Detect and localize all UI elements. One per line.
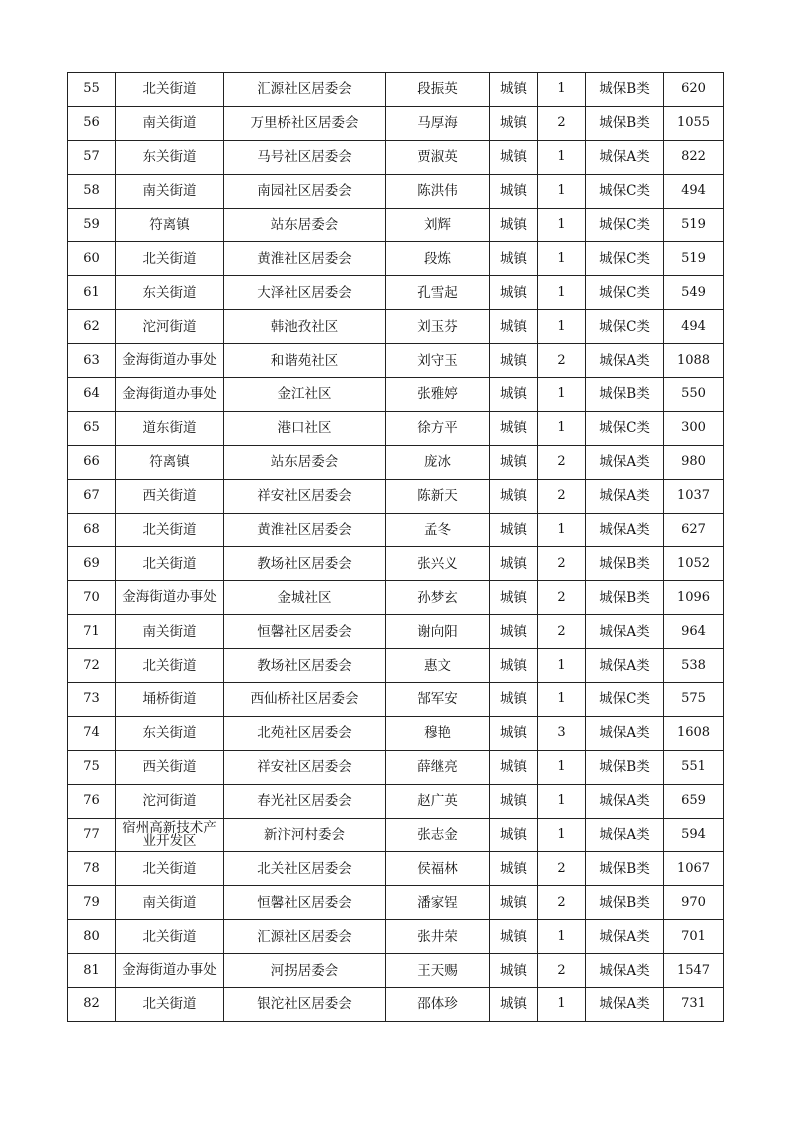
household-count-cell: 1 bbox=[538, 649, 586, 683]
table-row bbox=[68, 73, 724, 107]
row-number-cell: 65 bbox=[68, 411, 116, 445]
category-cell: 城保C类 bbox=[586, 174, 664, 208]
area-type-cell: 城镇 bbox=[490, 513, 538, 547]
street-cell: 南关街道 bbox=[116, 106, 224, 140]
category-cell: 城保A类 bbox=[586, 344, 664, 378]
category-cell: 城保A类 bbox=[586, 784, 664, 818]
name-cell: 赵广英 bbox=[386, 784, 490, 818]
amount-cell: 538 bbox=[664, 649, 724, 683]
row-number-cell: 78 bbox=[68, 852, 116, 886]
row-number-cell: 81 bbox=[68, 954, 116, 988]
street-cell: 东关街道 bbox=[116, 276, 224, 310]
community-cell: 万里桥社区居委会 bbox=[224, 106, 386, 140]
street-cell: 北关街道 bbox=[116, 547, 224, 581]
name-cell: 刘守玉 bbox=[386, 344, 490, 378]
street-cell: 北关街道 bbox=[116, 920, 224, 954]
household-count-cell: 2 bbox=[538, 615, 586, 649]
name-cell: 惠文 bbox=[386, 649, 490, 683]
table-row bbox=[68, 106, 724, 140]
area-type-cell: 城镇 bbox=[490, 344, 538, 378]
category-cell: 城保B类 bbox=[586, 852, 664, 886]
row-number-cell: 55 bbox=[68, 73, 116, 107]
household-count-cell: 2 bbox=[538, 954, 586, 988]
name-cell: 潘家锃 bbox=[386, 886, 490, 920]
community-cell: 春光社区居委会 bbox=[224, 784, 386, 818]
area-type-cell: 城镇 bbox=[490, 276, 538, 310]
household-count-cell: 2 bbox=[538, 547, 586, 581]
name-cell: 张志金 bbox=[386, 818, 490, 852]
community-cell: 和谐苑社区 bbox=[224, 344, 386, 378]
street-cell: 宿州高新技术产业开发区 bbox=[116, 818, 224, 852]
category-cell: 城保B类 bbox=[586, 106, 664, 140]
street-cell: 金海街道办事处 bbox=[116, 954, 224, 988]
category-cell: 城保A类 bbox=[586, 988, 664, 1022]
table-row bbox=[68, 615, 724, 649]
row-number-cell: 59 bbox=[68, 208, 116, 242]
category-cell: 城保A类 bbox=[586, 445, 664, 479]
category-cell: 城保C类 bbox=[586, 208, 664, 242]
category-cell: 城保A类 bbox=[586, 716, 664, 750]
street-cell: 北关街道 bbox=[116, 852, 224, 886]
amount-cell: 1037 bbox=[664, 479, 724, 513]
row-number-cell: 67 bbox=[68, 479, 116, 513]
community-cell: 韩池孜社区 bbox=[224, 310, 386, 344]
amount-cell: 494 bbox=[664, 174, 724, 208]
table-row bbox=[68, 547, 724, 581]
table-body bbox=[68, 73, 724, 1022]
community-cell: 黄淮社区居委会 bbox=[224, 513, 386, 547]
community-cell: 马号社区居委会 bbox=[224, 140, 386, 174]
row-number-cell: 76 bbox=[68, 784, 116, 818]
row-number-cell: 74 bbox=[68, 716, 116, 750]
amount-cell: 519 bbox=[664, 208, 724, 242]
category-cell: 城保A类 bbox=[586, 920, 664, 954]
amount-cell: 551 bbox=[664, 750, 724, 784]
area-type-cell: 城镇 bbox=[490, 954, 538, 988]
amount-cell: 549 bbox=[664, 276, 724, 310]
row-number-cell: 82 bbox=[68, 988, 116, 1022]
amount-cell: 1088 bbox=[664, 344, 724, 378]
household-count-cell: 2 bbox=[538, 479, 586, 513]
name-cell: 段炼 bbox=[386, 242, 490, 276]
area-type-cell: 城镇 bbox=[490, 174, 538, 208]
amount-cell: 1608 bbox=[664, 716, 724, 750]
community-cell: 银沱社区居委会 bbox=[224, 988, 386, 1022]
community-cell: 港口社区 bbox=[224, 411, 386, 445]
table-row bbox=[68, 140, 724, 174]
household-count-cell: 1 bbox=[538, 411, 586, 445]
community-cell: 站东居委会 bbox=[224, 208, 386, 242]
street-cell: 东关街道 bbox=[116, 140, 224, 174]
table-row bbox=[68, 445, 724, 479]
name-cell: 穆艳 bbox=[386, 716, 490, 750]
household-count-cell: 1 bbox=[538, 920, 586, 954]
community-cell: 祥安社区居委会 bbox=[224, 479, 386, 513]
area-type-cell: 城镇 bbox=[490, 73, 538, 107]
category-cell: 城保C类 bbox=[586, 411, 664, 445]
area-type-cell: 城镇 bbox=[490, 920, 538, 954]
household-count-cell: 1 bbox=[538, 174, 586, 208]
table-row bbox=[68, 208, 724, 242]
name-cell: 谢向阳 bbox=[386, 615, 490, 649]
name-cell: 邵体珍 bbox=[386, 988, 490, 1022]
amount-cell: 964 bbox=[664, 615, 724, 649]
table-row bbox=[68, 513, 724, 547]
amount-cell: 980 bbox=[664, 445, 724, 479]
area-type-cell: 城镇 bbox=[490, 140, 538, 174]
street-cell: 北关街道 bbox=[116, 242, 224, 276]
category-cell: 城保B类 bbox=[586, 73, 664, 107]
table-row bbox=[68, 174, 724, 208]
street-cell: 南关街道 bbox=[116, 886, 224, 920]
area-type-cell: 城镇 bbox=[490, 106, 538, 140]
household-count-cell: 1 bbox=[538, 750, 586, 784]
table-row bbox=[68, 581, 724, 615]
community-cell: 教场社区居委会 bbox=[224, 547, 386, 581]
household-count-cell: 2 bbox=[538, 581, 586, 615]
street-cell: 沱河街道 bbox=[116, 784, 224, 818]
table-row bbox=[68, 310, 724, 344]
area-type-cell: 城镇 bbox=[490, 581, 538, 615]
community-cell: 西仙桥社区居委会 bbox=[224, 683, 386, 717]
street-cell: 埇桥街道 bbox=[116, 683, 224, 717]
street-cell: 西关街道 bbox=[116, 479, 224, 513]
household-count-cell: 1 bbox=[538, 276, 586, 310]
row-number-cell: 56 bbox=[68, 106, 116, 140]
name-cell: 刘玉芬 bbox=[386, 310, 490, 344]
category-cell: 城保A类 bbox=[586, 818, 664, 852]
amount-cell: 822 bbox=[664, 140, 724, 174]
table-row bbox=[68, 242, 724, 276]
table-row bbox=[68, 852, 724, 886]
category-cell: 城保A类 bbox=[586, 649, 664, 683]
row-number-cell: 79 bbox=[68, 886, 116, 920]
community-cell: 北苑社区居委会 bbox=[224, 716, 386, 750]
beneficiary-table bbox=[67, 72, 724, 1022]
category-cell: 城保B类 bbox=[586, 581, 664, 615]
row-number-cell: 73 bbox=[68, 683, 116, 717]
amount-cell: 1055 bbox=[664, 106, 724, 140]
table-row bbox=[68, 344, 724, 378]
name-cell: 侯福林 bbox=[386, 852, 490, 886]
community-cell: 恒馨社区居委会 bbox=[224, 886, 386, 920]
household-count-cell: 1 bbox=[538, 310, 586, 344]
street-cell: 金海街道办事处 bbox=[116, 378, 224, 412]
street-cell: 东关街道 bbox=[116, 716, 224, 750]
street-cell: 南关街道 bbox=[116, 615, 224, 649]
household-count-cell: 1 bbox=[538, 242, 586, 276]
area-type-cell: 城镇 bbox=[490, 479, 538, 513]
area-type-cell: 城镇 bbox=[490, 716, 538, 750]
table-row bbox=[68, 276, 724, 310]
area-type-cell: 城镇 bbox=[490, 615, 538, 649]
name-cell: 贾淑英 bbox=[386, 140, 490, 174]
row-number-cell: 75 bbox=[68, 750, 116, 784]
amount-cell: 494 bbox=[664, 310, 724, 344]
area-type-cell: 城镇 bbox=[490, 445, 538, 479]
name-cell: 马厚海 bbox=[386, 106, 490, 140]
name-cell: 张兴义 bbox=[386, 547, 490, 581]
category-cell: 城保C类 bbox=[586, 242, 664, 276]
amount-cell: 519 bbox=[664, 242, 724, 276]
community-cell: 站东居委会 bbox=[224, 445, 386, 479]
name-cell: 庞冰 bbox=[386, 445, 490, 479]
community-cell: 汇源社区居委会 bbox=[224, 920, 386, 954]
name-cell: 陈新天 bbox=[386, 479, 490, 513]
amount-cell: 627 bbox=[664, 513, 724, 547]
category-cell: 城保C类 bbox=[586, 683, 664, 717]
community-cell: 金江社区 bbox=[224, 378, 386, 412]
table-row bbox=[68, 818, 724, 852]
household-count-cell: 1 bbox=[538, 140, 586, 174]
area-type-cell: 城镇 bbox=[490, 378, 538, 412]
community-cell: 金城社区 bbox=[224, 581, 386, 615]
street-cell: 金海街道办事处 bbox=[116, 581, 224, 615]
name-cell: 张井荣 bbox=[386, 920, 490, 954]
category-cell: 城保B类 bbox=[586, 886, 664, 920]
community-cell: 大泽社区居委会 bbox=[224, 276, 386, 310]
name-cell: 郜军安 bbox=[386, 683, 490, 717]
row-number-cell: 70 bbox=[68, 581, 116, 615]
street-cell: 南关街道 bbox=[116, 174, 224, 208]
row-number-cell: 57 bbox=[68, 140, 116, 174]
community-cell: 恒馨社区居委会 bbox=[224, 615, 386, 649]
area-type-cell: 城镇 bbox=[490, 750, 538, 784]
row-number-cell: 64 bbox=[68, 378, 116, 412]
community-cell: 教场社区居委会 bbox=[224, 649, 386, 683]
household-count-cell: 1 bbox=[538, 378, 586, 412]
name-cell: 孙梦玄 bbox=[386, 581, 490, 615]
household-count-cell: 1 bbox=[538, 73, 586, 107]
table-row bbox=[68, 750, 724, 784]
table-row bbox=[68, 411, 724, 445]
area-type-cell: 城镇 bbox=[490, 988, 538, 1022]
row-number-cell: 66 bbox=[68, 445, 116, 479]
household-count-cell: 2 bbox=[538, 445, 586, 479]
household-count-cell: 1 bbox=[538, 988, 586, 1022]
community-cell: 河拐居委会 bbox=[224, 954, 386, 988]
area-type-cell: 城镇 bbox=[490, 411, 538, 445]
table-row bbox=[68, 479, 724, 513]
street-cell: 北关街道 bbox=[116, 988, 224, 1022]
name-cell: 王天赐 bbox=[386, 954, 490, 988]
table-row bbox=[68, 886, 724, 920]
street-cell: 北关街道 bbox=[116, 513, 224, 547]
community-cell: 黄淮社区居委会 bbox=[224, 242, 386, 276]
table-row bbox=[68, 683, 724, 717]
street-cell: 符离镇 bbox=[116, 208, 224, 242]
community-cell: 南园社区居委会 bbox=[224, 174, 386, 208]
street-cell: 金海街道办事处 bbox=[116, 344, 224, 378]
name-cell: 徐方平 bbox=[386, 411, 490, 445]
amount-cell: 594 bbox=[664, 818, 724, 852]
category-cell: 城保B类 bbox=[586, 547, 664, 581]
street-cell: 道东街道 bbox=[116, 411, 224, 445]
row-number-cell: 58 bbox=[68, 174, 116, 208]
area-type-cell: 城镇 bbox=[490, 818, 538, 852]
amount-cell: 1052 bbox=[664, 547, 724, 581]
table-row bbox=[68, 954, 724, 988]
amount-cell: 575 bbox=[664, 683, 724, 717]
amount-cell: 701 bbox=[664, 920, 724, 954]
category-cell: 城保A类 bbox=[586, 954, 664, 988]
amount-cell: 659 bbox=[664, 784, 724, 818]
row-number-cell: 60 bbox=[68, 242, 116, 276]
category-cell: 城保A类 bbox=[586, 615, 664, 649]
category-cell: 城保A类 bbox=[586, 140, 664, 174]
amount-cell: 731 bbox=[664, 988, 724, 1022]
amount-cell: 1547 bbox=[664, 954, 724, 988]
category-cell: 城保A类 bbox=[586, 513, 664, 547]
category-cell: 城保C类 bbox=[586, 276, 664, 310]
household-count-cell: 1 bbox=[538, 208, 586, 242]
name-cell: 段振英 bbox=[386, 73, 490, 107]
row-number-cell: 72 bbox=[68, 649, 116, 683]
amount-cell: 970 bbox=[664, 886, 724, 920]
area-type-cell: 城镇 bbox=[490, 683, 538, 717]
area-type-cell: 城镇 bbox=[490, 852, 538, 886]
household-count-cell: 1 bbox=[538, 784, 586, 818]
category-cell: 城保A类 bbox=[586, 479, 664, 513]
area-type-cell: 城镇 bbox=[490, 649, 538, 683]
table-row bbox=[68, 716, 724, 750]
category-cell: 城保B类 bbox=[586, 750, 664, 784]
row-number-cell: 61 bbox=[68, 276, 116, 310]
table-row bbox=[68, 920, 724, 954]
amount-cell: 620 bbox=[664, 73, 724, 107]
household-count-cell: 2 bbox=[538, 852, 586, 886]
street-cell: 沱河街道 bbox=[116, 310, 224, 344]
area-type-cell: 城镇 bbox=[490, 310, 538, 344]
area-type-cell: 城镇 bbox=[490, 208, 538, 242]
household-count-cell: 2 bbox=[538, 344, 586, 378]
household-count-cell: 2 bbox=[538, 106, 586, 140]
row-number-cell: 69 bbox=[68, 547, 116, 581]
row-number-cell: 62 bbox=[68, 310, 116, 344]
table-row bbox=[68, 988, 724, 1022]
amount-cell: 1096 bbox=[664, 581, 724, 615]
name-cell: 孟冬 bbox=[386, 513, 490, 547]
household-count-cell: 1 bbox=[538, 513, 586, 547]
row-number-cell: 71 bbox=[68, 615, 116, 649]
street-cell: 符离镇 bbox=[116, 445, 224, 479]
name-cell: 孔雪起 bbox=[386, 276, 490, 310]
community-cell: 汇源社区居委会 bbox=[224, 73, 386, 107]
community-cell: 新汴河村委会 bbox=[224, 818, 386, 852]
table-row bbox=[68, 378, 724, 412]
name-cell: 陈洪伟 bbox=[386, 174, 490, 208]
amount-cell: 1067 bbox=[664, 852, 724, 886]
name-cell: 薛继亮 bbox=[386, 750, 490, 784]
name-cell: 张雅婷 bbox=[386, 378, 490, 412]
table-row bbox=[68, 784, 724, 818]
household-count-cell: 3 bbox=[538, 716, 586, 750]
street-cell: 北关街道 bbox=[116, 649, 224, 683]
area-type-cell: 城镇 bbox=[490, 242, 538, 276]
street-cell: 北关街道 bbox=[116, 73, 224, 107]
name-cell: 刘辉 bbox=[386, 208, 490, 242]
household-count-cell: 2 bbox=[538, 886, 586, 920]
area-type-cell: 城镇 bbox=[490, 547, 538, 581]
area-type-cell: 城镇 bbox=[490, 886, 538, 920]
row-number-cell: 77 bbox=[68, 818, 116, 852]
community-cell: 祥安社区居委会 bbox=[224, 750, 386, 784]
household-count-cell: 1 bbox=[538, 683, 586, 717]
community-cell: 北关社区居委会 bbox=[224, 852, 386, 886]
street-cell: 西关街道 bbox=[116, 750, 224, 784]
amount-cell: 300 bbox=[664, 411, 724, 445]
row-number-cell: 80 bbox=[68, 920, 116, 954]
row-number-cell: 63 bbox=[68, 344, 116, 378]
amount-cell: 550 bbox=[664, 378, 724, 412]
category-cell: 城保C类 bbox=[586, 310, 664, 344]
category-cell: 城保B类 bbox=[586, 378, 664, 412]
table-row bbox=[68, 649, 724, 683]
area-type-cell: 城镇 bbox=[490, 784, 538, 818]
household-count-cell: 1 bbox=[538, 818, 586, 852]
row-number-cell: 68 bbox=[68, 513, 116, 547]
